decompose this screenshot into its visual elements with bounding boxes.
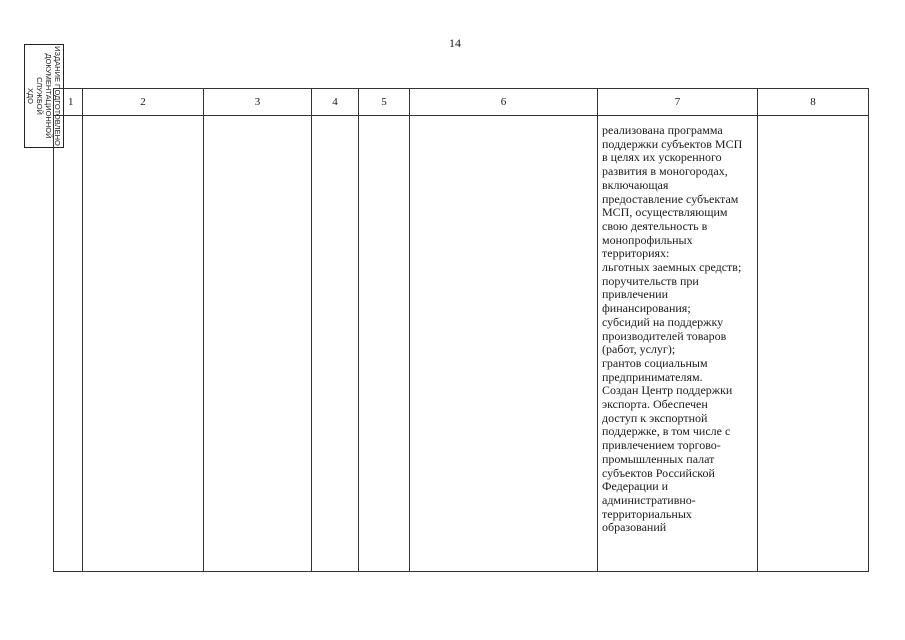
cell-text [359, 116, 409, 124]
column-header-8: 8 [758, 89, 869, 116]
cell-text [83, 116, 203, 124]
column-header-2: 2 [83, 89, 204, 116]
side-stamp-line: ИЗДАНИЕ ПОДГОТОВЛЕНО [53, 46, 62, 146]
table-cell-2 [83, 116, 204, 572]
column-header-3: 3 [204, 89, 312, 116]
column-header-1: 1 [54, 89, 83, 116]
cell-text [54, 116, 82, 124]
table-cell-4 [312, 116, 359, 572]
column-header-5: 5 [359, 89, 410, 116]
cell-text [204, 116, 311, 124]
header-row [54, 89, 869, 116]
table-cell-6 [410, 116, 598, 572]
data-table [53, 88, 869, 572]
side-stamp-line: ХДО [26, 88, 35, 104]
cell-text [312, 116, 358, 124]
table-cell-8 [758, 116, 869, 572]
table-cell-3 [204, 116, 312, 572]
cell-text [758, 116, 868, 124]
table-row [54, 116, 869, 572]
table-cell-1 [54, 116, 83, 572]
column-header-4: 4 [312, 89, 359, 116]
table-cell-5 [359, 116, 410, 572]
table-cell-7 [598, 116, 758, 572]
cell-text: реализована программа поддержки субъектов МСП в целях их ускоренного развития в моногородах, включающая предоставление субъектам МСП, осуществляющим свою деятельность в монопрофильных территориях: льготных заемных средств; поручительств при привлечении финансирования; субсидий на поддержку производителей товаров (работ, услуг); грантов социальным предпринимателям. Создан Центр поддержки экспорта. Обеспечен доступ к экспортной поддержке, в том числе с привлечением торгово- промышленных палат субъектов Российской Федерации и административно- территориальных образований [602, 123, 743, 535]
column-header-6: 6 [410, 89, 598, 116]
page-number: 14 [449, 36, 461, 50]
side-stamp-line: ДОКУМЕНТАЦИОННОЙ СЛУЖБОЙ [35, 53, 53, 139]
column-header-7: 7 [598, 89, 758, 116]
cell-text [410, 116, 597, 124]
